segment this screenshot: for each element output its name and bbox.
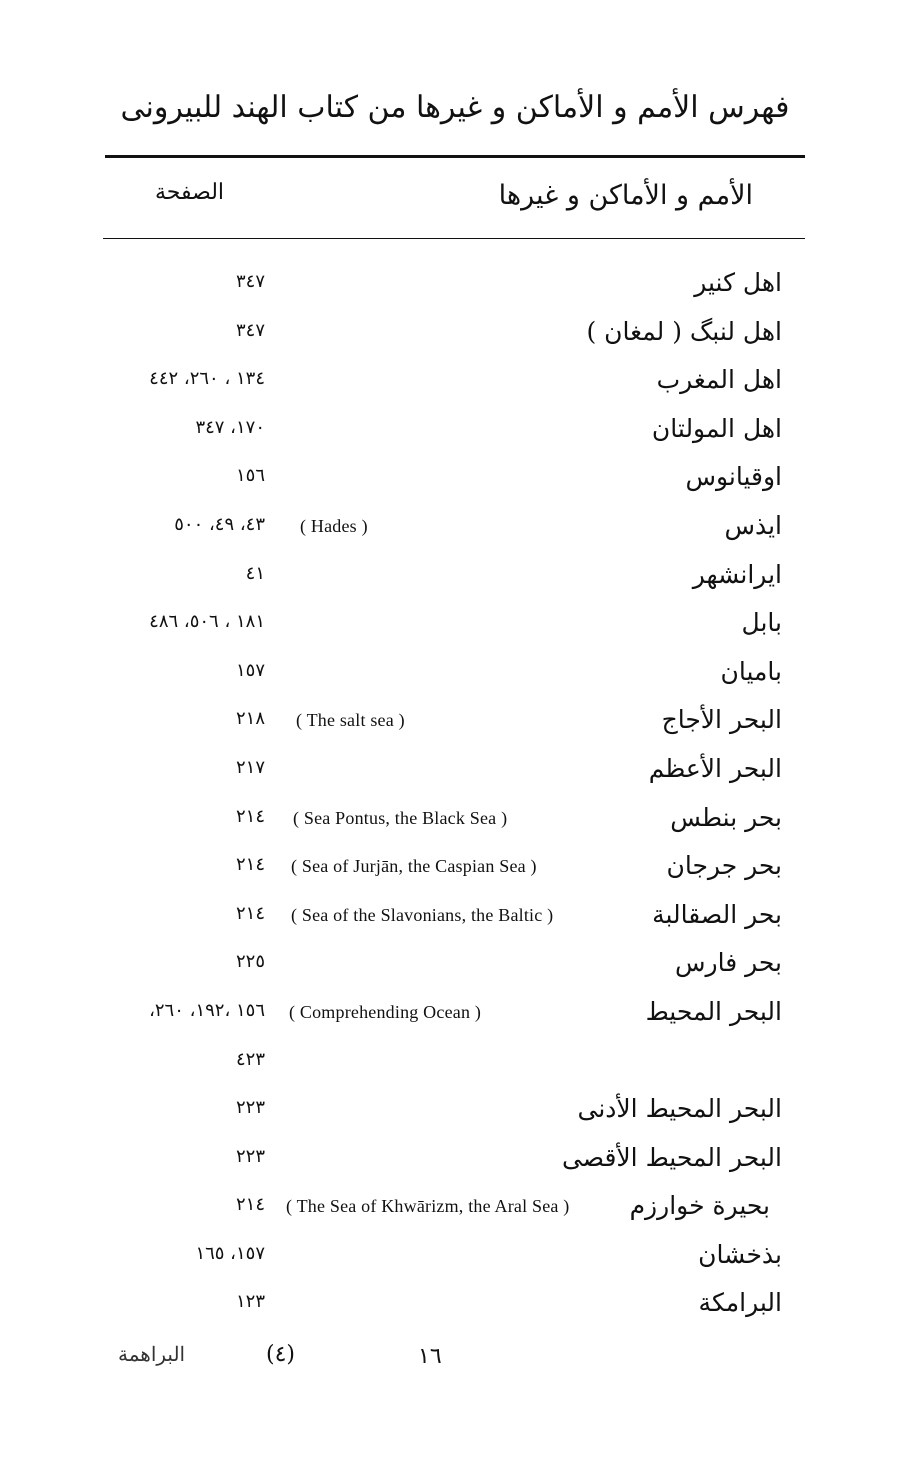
entry-pages: ١٥٦ ،١٩٢، ٢٦٠،	[149, 999, 265, 1021]
index-entry	[0, 1185, 915, 1234]
entry-pages: ١٢٣	[235, 1291, 265, 1313]
index-entry	[0, 602, 915, 651]
entry-name: ايذس	[724, 510, 782, 540]
entry-pages: ٢٢٥	[235, 951, 265, 973]
entry-pages: ٢١٤	[235, 902, 265, 924]
signature-mark: (٤)	[266, 1342, 296, 1367]
index-entry	[0, 554, 915, 603]
entry-pages: ٢٢٣	[235, 1145, 265, 1167]
entry-pages: ١٥٧	[235, 659, 265, 681]
index-entry	[0, 942, 915, 991]
index-entry	[0, 1282, 915, 1331]
entry-pages: ٤٢٣	[235, 1048, 265, 1070]
entry-pages: ١٥٧، ١٦٥	[195, 1242, 265, 1264]
entry-name: بحر جرجان	[666, 851, 782, 881]
entry-name: بحر الصقالبة	[652, 899, 782, 929]
entry-pages: ٢١٤	[235, 854, 265, 876]
entry-english: ( Sea Pontus, the Black Sea )	[293, 807, 508, 828]
index-entry	[0, 1137, 915, 1186]
index-entry	[0, 845, 915, 894]
header-rule-top	[105, 155, 805, 158]
entry-pages: ٢١٨	[235, 708, 265, 730]
entry-pages: ٤١	[245, 562, 265, 584]
entry-pages: ١٨١ ، ٥٠٦، ٤٨٦	[149, 611, 265, 633]
entry-name: البحر المحيط الأدنى	[577, 1094, 782, 1124]
entry-name: اهل لنبگ ( لمغان )	[586, 316, 782, 346]
entry-name: بابل	[741, 608, 782, 638]
header-rule-bottom	[103, 238, 805, 239]
catchword: البراهمة	[118, 1342, 186, 1366]
entry-name: البحر الأجاج	[661, 705, 782, 735]
entry-name: اهل كنير	[694, 268, 782, 297]
entry-name: بحر فارس	[675, 948, 782, 978]
entry-name: اهل المغرب	[656, 365, 782, 395]
index-entry	[0, 359, 915, 408]
index-entry	[0, 456, 915, 505]
entry-name: اهل المولتان	[651, 413, 782, 443]
page-number: ١٦	[418, 1344, 442, 1369]
entry-english: ( The salt sea )	[296, 710, 405, 731]
index-entry	[0, 699, 915, 748]
entry-name: باميان	[720, 656, 782, 686]
column-header-names: الأمم و الأماكن و غيرها	[498, 180, 753, 211]
entry-name: بذخشان	[698, 1239, 782, 1269]
entry-english: ( The Sea of Khwārizm, the Aral Sea )	[286, 1196, 570, 1217]
entry-name: البحر المحيط	[645, 996, 782, 1026]
entry-name: ايرانشهر	[692, 559, 782, 589]
entry-pages: ١٣٤ ، ٢٦٠، ٤٤٢	[149, 368, 265, 390]
entry-pages: ٣٤٧	[235, 271, 265, 292]
entry-name: البرامكة	[698, 1288, 782, 1318]
index-entry	[0, 651, 915, 700]
index-entry	[0, 1040, 915, 1089]
index-entry	[0, 991, 915, 1040]
index-entry	[0, 408, 915, 457]
entry-name: اوقيانوس	[685, 462, 782, 492]
entry-english: ( Sea of Jurjān, the Caspian Sea )	[291, 856, 537, 877]
index-entry	[0, 797, 915, 846]
entry-name: بحيرة خوارزم	[629, 1191, 770, 1221]
entry-english: ( Comprehending Ocean )	[289, 1001, 482, 1022]
index-entry	[0, 894, 915, 943]
entry-name: بحر بنطس	[670, 802, 782, 832]
entry-name: البحر الأعظم	[648, 753, 782, 783]
index-list	[0, 262, 915, 1331]
index-entry	[0, 748, 915, 797]
entry-pages: ٢١٤	[235, 1194, 265, 1216]
index-entry	[0, 1234, 915, 1283]
entry-pages: ١٥٦	[235, 465, 265, 487]
entry-english: ( Sea of the Slavonians, the Baltic )	[291, 904, 554, 925]
entry-english: ( Hades )	[300, 515, 368, 536]
entry-pages: ٤٣، ٤٩، ٥٠٠	[174, 513, 265, 535]
entry-pages: ١٧٠، ٣٤٧	[195, 416, 265, 438]
index-entry	[0, 262, 915, 311]
column-header-page: الصفحة	[155, 180, 225, 205]
entry-name: البحر المحيط الأقصى	[561, 1142, 782, 1172]
entry-pages: ٢٢٣	[235, 1097, 265, 1119]
index-entry	[0, 505, 915, 554]
entry-pages: ٣٤٧	[235, 319, 265, 341]
index-entry	[0, 311, 915, 360]
entry-pages: ٢١٧	[235, 756, 265, 778]
index-entry	[0, 1088, 915, 1137]
entry-pages: ٢١٤	[235, 805, 265, 827]
page-title: فهرس الأمم و الأماكن و غيرها من كتاب الهند للبيرونى	[120, 90, 790, 125]
